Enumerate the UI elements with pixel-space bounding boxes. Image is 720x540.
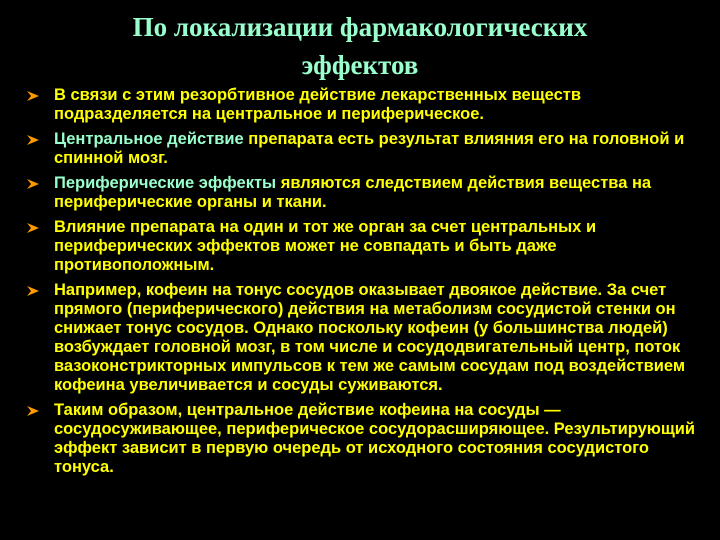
bullet-highlight: Периферические эффекты <box>54 174 277 192</box>
bullet-item <box>26 86 706 124</box>
bullet-item <box>26 401 706 477</box>
arrowhead-bullet-icon <box>26 134 40 146</box>
bullet-text: В связи с этим резорбтивное действие лекарственных веществ подразделяется на центральное и периферическое. <box>54 86 581 123</box>
bullet-item <box>26 281 706 395</box>
bullet-text: являются следствием действия вещества на периферические органы и ткани. <box>54 174 652 211</box>
bullet-list <box>26 86 706 483</box>
bullet-text: Влияние препарата на один и тот же орган за счет центральных и периферических эффектов может не совпадать и быть даже противоположным. <box>54 218 597 274</box>
bullet-item <box>26 218 706 275</box>
slide-title-line-1: По локализации фармакологических <box>132 12 588 42</box>
bullet-highlight: Центральное действие <box>54 130 244 148</box>
arrowhead-bullet-icon <box>26 90 40 102</box>
bullet-item <box>26 130 706 168</box>
slide-title-line-2: эффектов <box>301 50 419 80</box>
slide-title <box>0 8 720 84</box>
bullet-text: препарата есть результат влияния его на головной и спинной мозг. <box>54 130 685 167</box>
arrowhead-bullet-icon <box>26 285 40 297</box>
bullet-text: Например, кофеин на тонус сосудов оказывает двоякое действие. За счет прямого (периферического) действия на метаболизм сосудистой стенки он снижает тонус сосудов. Однако поскольку кофеин (у большинства людей) возбуждает головной мозг, в том числе и сосудодвигательный центр, поток вазоконстрикторных импульсов к тем же самым сосудам под воздействием кофеина увеличивается и сосуды суживаются. <box>54 281 686 394</box>
bullet-item <box>26 174 706 212</box>
arrowhead-bullet-icon <box>26 222 40 234</box>
arrowhead-bullet-icon <box>26 405 40 417</box>
arrowhead-bullet-icon <box>26 178 40 190</box>
bullet-text: Таким образом, центральное действие кофеина на сосуды — сосудосуживающее, периферическое сосудорасширяющее. Результирующий эффект зависит в первую очередь от исходного состояния сосудистого тонуса. <box>54 401 696 476</box>
